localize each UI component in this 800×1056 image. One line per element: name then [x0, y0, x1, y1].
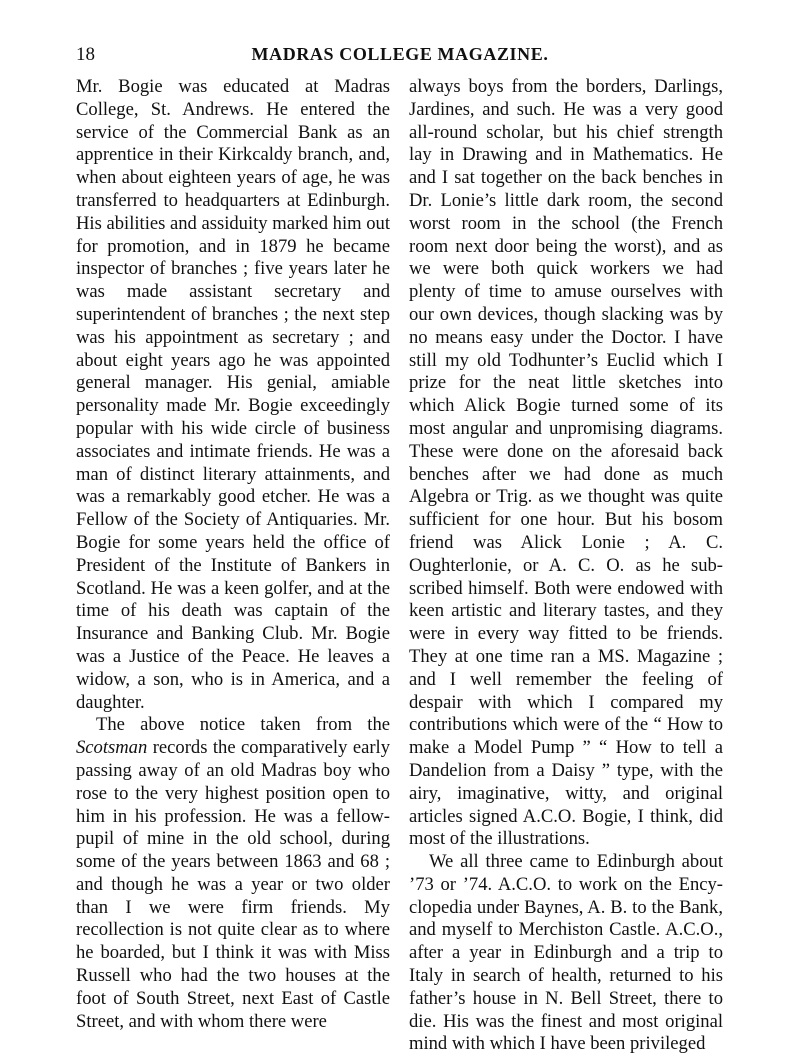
right-column — [409, 76, 723, 1056]
running-title: MADRAS COLLEGE MAGAZINE. — [251, 44, 549, 64]
left-column — [76, 76, 390, 1033]
page-number: 18 — [76, 44, 95, 65]
page-header — [76, 44, 724, 74]
paragraph-text: records the comparatively early passing away of an old Madras boy who rose to the very highest position open to him in his profession. He was a fellow-pupil of mine in the old school, during some of the years between 1863 and 68 ; and though he was a year or two older than I we were firm friends. My recollection is not quite clear as to where he boarded, but I think it was with Miss Russell who had the two houses at the foot of South Street, next East of Castle Street, and with whom there were — [76, 737, 390, 1032]
paragraph-scotsman-notice — [76, 714, 390, 1033]
paragraph-text: The above notice taken from the — [96, 714, 390, 736]
paragraph-bogie-career: Mr. Bogie was educated at Madras College, St. Andrews. He entered the service of the Commercial Bank as an apprentice in their Kirkcaldy branch, and, when about eighteen years of age, he was transferred to headquarters at Edinburgh. His abilities and assiduity marked him out for promotion, and in 1879 he became inspector of branches ; five years later he was made assistant secretary and superintendent of branches ; the next step was his appointment as secretary ; and about eight years ago he was appointed general manager. His genial, amiable personality made Mr. Bogie exceedingly popular with his wide circle of business associates and intimate friends. He was a man of distinct literary attainments, and was a remarkably good etcher. He was a Fellow of the Society of Antiquaries. Mr. Bogie for some years held the office of President of the Institute of Bankers in Scotland. He was a keen golfer, and at the time of his death was captain of the Insurance and Banking Club. Mr. Bogie was a Justice of the Peace. He leaves a widow, a son, who is in America, and a daughter. — [76, 76, 390, 713]
newspaper-title: Scotsman — [76, 737, 148, 759]
paragraph-school-memories: always boys from the borders, Darlings, Jardines, and such. He was a very good all-round scholar, but his chief strength lay in Drawing and in Mathematics. He and I sat together on the back benches in Dr. Lonie’s little dark room, the second worst room in the school (the French room next door being the worst), and as we were both quick workers we had plenty of time to amuse ourselves with our own devices, though slacking was by no means easy under the Doctor. I have still my old Todhunter’s Euclid which I prize for the neat little sketches into which Alick Bogie turned some of its most angular and unpromising diagrams. These were done on the aforesaid back benches after we had done as much Algebra or Trig. as we thought was quite sufficient for one hour. But his bosom friend was Alick Lonie ; A. C. Oughterlonie, or A. C. O. as he sub-scribed himself. Both were endowed with keen artistic and literary tastes, and they were in every way fitted to be friends. They at one time ran a MS. Magazine ; and I well remember the feeling of despair with which I compared my contributions which were of the “ How to make a Model Pump ” “ How to tell a Dandelion from a Daisy ” type, with the airy, imaginative, witty, and original articles signed A.C.O. Bogie, I think, did most of the illustrations. — [409, 76, 723, 850]
paragraph-edinburgh: We all three came to Edinburgh about ’73 or ’74. A.C.O. to work on the Ency-clopedia under Baynes, A. B. to the Bank, and myself to Merchiston Castle. A.C.O., after a year in Edinburgh and a trip to Italy in search of health, returned to his father’s house in N. Bell Street, there to die. His was the finest and most original mind with which I have been privileged — [409, 851, 723, 1055]
